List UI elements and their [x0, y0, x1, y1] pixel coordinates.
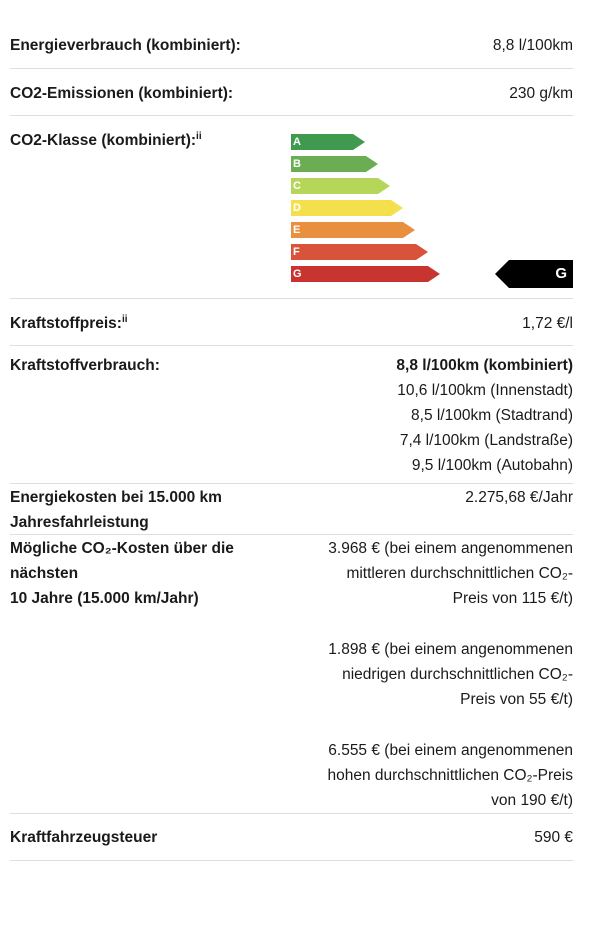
- energy-costs-row: [10, 484, 573, 535]
- class-bar-e: [291, 222, 415, 238]
- co2-cost-low-line: 1.898 € (bei einem angenommenen: [328, 641, 573, 658]
- co2-costs-label-line2: nächsten: [10, 565, 79, 582]
- energy-costs-label-line2: Jahresfahrleistung: [10, 514, 149, 531]
- co2-cost-medium-line: mittleren durchschnittlichen CO₂-: [346, 565, 573, 582]
- class-bar-letter: B: [293, 158, 301, 170]
- class-bar-g: [291, 266, 440, 282]
- co2-emissions-label: CO2-Emissionen (kombiniert):: [10, 85, 234, 102]
- vehicle-tax-row: [10, 814, 573, 861]
- class-bar-letter: D: [293, 202, 301, 214]
- class-bar-shape: [291, 134, 365, 150]
- consumption-city: 10,6 l/100km (Innenstadt): [397, 382, 573, 399]
- class-bar-letter: C: [293, 180, 301, 192]
- class-bar-shape: [291, 244, 428, 260]
- class-bar-c: [291, 178, 390, 194]
- class-bar-letter: F: [293, 246, 300, 258]
- co2-costs-label: [10, 536, 234, 611]
- class-bar-shape: [291, 156, 378, 172]
- co2-costs-row: [10, 535, 573, 814]
- co2-cost-medium: [328, 536, 573, 611]
- fuel-consumption-label: Kraftstoffverbrauch:: [10, 357, 160, 374]
- co2-cost-low: [328, 637, 573, 712]
- energy-consumption-value: 8,8 l/100km: [492, 37, 573, 54]
- vehicle-tax-value: 590 €: [534, 829, 573, 846]
- class-bar-shape: [291, 222, 415, 238]
- consumption-highway: 9,5 l/100km (Autobahn): [411, 457, 573, 474]
- energy-costs-label-line1: Energiekosten bei 15.000 km: [10, 489, 222, 506]
- info-superscript[interactable]: ii: [196, 130, 202, 142]
- energy-costs-value: 2.275,68 €/Jahr: [465, 489, 573, 506]
- vehicle-tax-label: Kraftfahrzeugsteuer: [10, 829, 158, 846]
- current-class-marker: [495, 260, 573, 293]
- co2-cost-low-line: niedrigen durchschnittlichen CO₂-: [342, 666, 573, 683]
- co2-cost-high-line: 6.555 € (bei einem angenommenen: [328, 742, 573, 759]
- class-bar-letter: G: [293, 268, 302, 280]
- consumption-combined: 8,8 l/100km (kombiniert): [396, 357, 573, 374]
- co2-emissions-row: [10, 69, 573, 116]
- current-class-letter: G: [555, 265, 567, 282]
- co2-cost-high: [327, 738, 573, 813]
- co2-emissions-value: 230 g/km: [509, 85, 573, 102]
- fuel-price-value: 1,72 €/l: [522, 315, 573, 332]
- co2-class-label-text: CO2-Klasse (kombiniert):: [10, 132, 197, 149]
- class-bar-d: [291, 200, 403, 216]
- co2-cost-high-line: hohen durchschnittlichen CO₂-Preis: [327, 767, 573, 784]
- class-bar-shape: [291, 178, 390, 194]
- class-bar-f: [291, 244, 428, 260]
- consumption-rural: 7,4 l/100km (Landstraße): [399, 432, 573, 449]
- co2-cost-high-line: von 190 €/t): [491, 792, 573, 809]
- co2-class-row: [10, 116, 573, 299]
- class-bar-shape: [291, 266, 440, 282]
- fuel-price-row: [10, 299, 573, 346]
- class-bar-shape: [291, 200, 403, 216]
- class-bar-a: [291, 134, 365, 150]
- co2-costs-label-line3: 10 Jahre (15.000 km/Jahr): [10, 590, 199, 607]
- fuel-price-label: [10, 311, 128, 336]
- co2-costs-label-line1: Mögliche CO₂-Kosten über die: [10, 540, 234, 557]
- fuel-consumption-values: [396, 353, 573, 478]
- class-bar-letter: E: [293, 224, 301, 236]
- energy-costs-label: [10, 485, 222, 535]
- co2-cost-medium-line: 3.968 € (bei einem angenommenen: [328, 540, 573, 557]
- info-superscript[interactable]: ii: [121, 313, 128, 325]
- energy-consumption-row: [10, 33, 573, 69]
- co2-cost-medium-line: Preis von 115 €/t): [452, 590, 573, 607]
- class-bar-b: [291, 156, 378, 172]
- class-bar-letter: A: [293, 136, 301, 148]
- fuel-consumption-row: [10, 346, 573, 484]
- energy-consumption-label: Energieverbrauch (kombiniert):: [10, 37, 241, 54]
- co2-cost-low-line: Preis von 55 €/t): [460, 691, 573, 708]
- co2-class-label: [10, 128, 202, 153]
- fuel-price-label-text: Kraftstoffpreis:: [10, 315, 122, 332]
- consumption-suburban: 8,5 l/100km (Stadtrand): [411, 407, 573, 424]
